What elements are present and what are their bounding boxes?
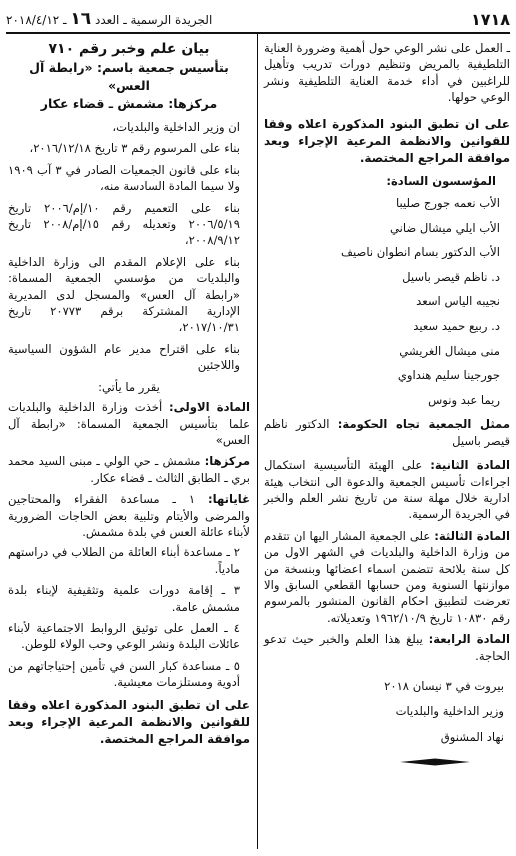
article-3: [264, 528, 510, 626]
decides-heading: يقرر ما يأتي:: [98, 379, 160, 394]
goal-text: ١ ـ مساعدة الفقراء والمحتاجين والمرضى والأيتام وتلبية بعض الحاجات الضرورية لأبناء عائلة العس في بلدة مشمش.: [8, 492, 250, 539]
founders-title: المؤسسون السادة:: [386, 173, 496, 188]
goal-item: [8, 491, 250, 540]
preamble-item: بناء على قانون الجمعيات الصادر في ٣ آب ١٩٠٩ ولا سيما المادة السادسة منه،: [8, 162, 240, 194]
end-ornament-icon: [264, 754, 510, 770]
issue-prefix: الجريدة الرسمية ـ العدد: [94, 13, 213, 27]
goals-label: غاياتها:: [208, 492, 250, 507]
page-header: [6, 8, 510, 30]
article-2: [264, 457, 510, 523]
right-column: [264, 40, 510, 771]
hq-label: مركزها:: [204, 454, 250, 469]
application-heading: على ان تطبق البنود المذكورة اعلاه وفقا للقوانين والانظمة المرعية الإجراء وبعد موافقة المراجع المختصة.: [264, 116, 510, 165]
article-3-text: على الجمعية المشار اليها ان تتقدم من وزارة الداخلية والبلديات في الشهر الاول من كل سنة بلائحة تتضمن اسماء اعضائها وبنسخة من موازنتها السنوية ومن حسابها القطعي السابق والا تعرضت لتطبيق احكام القانون المنشور بالمرسوم رقم ١٠٨٣٠ تاريخ ١٩٦٢/١٠/٩ وتعديلاته.: [264, 528, 510, 625]
column-divider: [257, 34, 258, 849]
gov-representative: [264, 416, 510, 449]
article-2-label: المادة الثانية:: [430, 458, 511, 473]
article-4-label: المادة الرابعة:: [428, 632, 511, 647]
signature-name: نهاد المشنوق: [440, 729, 504, 744]
headquarters: [8, 453, 250, 486]
issue-info: [6, 9, 212, 29]
founder-item: نجيبه الياس اسعد: [416, 294, 500, 309]
preamble-item: بناء على المرسوم رقم ٣ تاريخ ٢٠١٦/١٢/١٨،: [29, 141, 240, 156]
preamble-item: بناء على الإعلام المقدم الى وزارة الداخلية والبلديات من مؤسسي الجمعية المسماة: «رابطة آل العس» والمسجل لدى المديرية الإدارية المشتركة برقم ٢٠٧٧٣ تاريخ ٢٠١٧/١٠/٣١،: [8, 254, 240, 335]
page-number: ١٧١٨: [470, 9, 510, 29]
goal-item: ٥ ـ مساعدة كبار السن في تأمين إحتياجاتهم من أدوية ومستلزمات معيشية.: [8, 658, 240, 690]
goal-item: ٣ ـ إقامة دورات علمية وتثقيفية لإبناء بلدة مشمش عامة.: [8, 583, 240, 614]
notice-title: [8, 40, 250, 113]
goal-item: ٤ ـ العمل على توثيق الروابط الاجتماعية لأبناء عائلات البلدة ونشر الوعي وحب الولاء للوطن.: [8, 620, 240, 652]
founder-item: الأب نعمه جورج صليبا: [396, 196, 500, 211]
association-name-line: بتأسيس جمعية باسم: «رابطة آل العس»: [29, 60, 229, 93]
preamble-item: بناء على اقتراح مدير عام الشؤون السياسية واللاجئين: [8, 341, 240, 373]
left-column: [8, 40, 250, 754]
issue-number: ١٦: [70, 9, 92, 29]
signature-title: وزير الداخلية والبلديات: [395, 704, 504, 719]
founder-item: الأب الدكتور بسام انطوان ناصيف: [340, 245, 500, 260]
issue-date: ـ ٢٠١٨/٤/١٢: [6, 13, 67, 27]
intro-paragraph: ـ العمل على نشر الوعي حول أهمية وضرورة العناية التلطيفية بالمريض وتنظيم دورات تدريب وتأهيل للراغبين في أداء خدمة العناية التلطيفية ونشر الوعي حولها.: [264, 41, 510, 105]
preamble-item: ان وزير الداخلية والبلديات،: [112, 120, 240, 134]
article-1-text: أخذت وزارة الداخلية والبلديات علما بتأسيس الجمعية المسماة: «رابطة آل العس»: [8, 400, 250, 447]
article-1: [8, 399, 250, 448]
gov-rep-label: ممثل الجمعية تجاه الحكومة:: [337, 417, 510, 432]
preamble-item: بناء على التعميم رقم ١٠/إم/٢٠٠٦ تاريخ ٢٠٠٦/٥/١٩ وتعديله رقم ١٥/إم/٢٠٠٨ تاريخ ٢٠٠٨/٩/١٢،: [8, 200, 240, 248]
article-1-label: المادة الاولى:: [169, 400, 251, 415]
header-rule: [6, 32, 510, 34]
founder-item: د. ناظم قيصر باسيل: [402, 269, 500, 284]
article-2-text: على الهيئة التأسيسية استكمال اجراءات تأسيس الجمعية والدعوة الى انتخاب هيئة ادارية خلال مهلة سنة من تاريخ نشر العلم والخبر في الجريدة الرسمية.: [264, 458, 510, 522]
association-hq-line: مركزها: مشمش ـ قضاء عكار: [40, 96, 218, 111]
founder-item: ريما عبد ونوس: [428, 392, 500, 407]
article-4: [264, 631, 510, 664]
founder-item: الأب ايلي ميشال ضاني: [389, 220, 500, 235]
notice-number: بيان علم وخبر رقم ٧١٠: [48, 41, 210, 57]
founders-list: [264, 195, 510, 408]
founder-item: منى ميشال الغريشي: [399, 343, 500, 358]
article-3-label: المادة الثالثة:: [434, 528, 511, 543]
signature-date: بيروت في ٣ نيسان ٢٠١٨: [384, 679, 504, 694]
hq-text: مشمش ـ حي الولي ـ مبنى السيد محمد بري ـ الطابق الثالث ـ قضاء عكار.: [8, 454, 250, 485]
founder-item: د. ربيع حميد سعيد: [413, 319, 500, 333]
article-4-text: يبلغ هذا العلم والخبر حيث تدعو الحاجة.: [264, 632, 510, 663]
closing-clause: على ان تطبق البنود المذكورة اعلاه وفقا للقوانين والانظمة المرعية الإجراء وبعد موافقة المراجع المختصة.: [8, 697, 250, 746]
founder-item: جورجينا سليم هنداوي: [397, 368, 500, 383]
gov-rep-name: الدكتور ناظم قيصر باسيل: [264, 417, 510, 448]
goal-item: ٢ ـ مساعدة أبناء العائلة من الطلاب في دراستهم مادياً.: [8, 545, 240, 576]
